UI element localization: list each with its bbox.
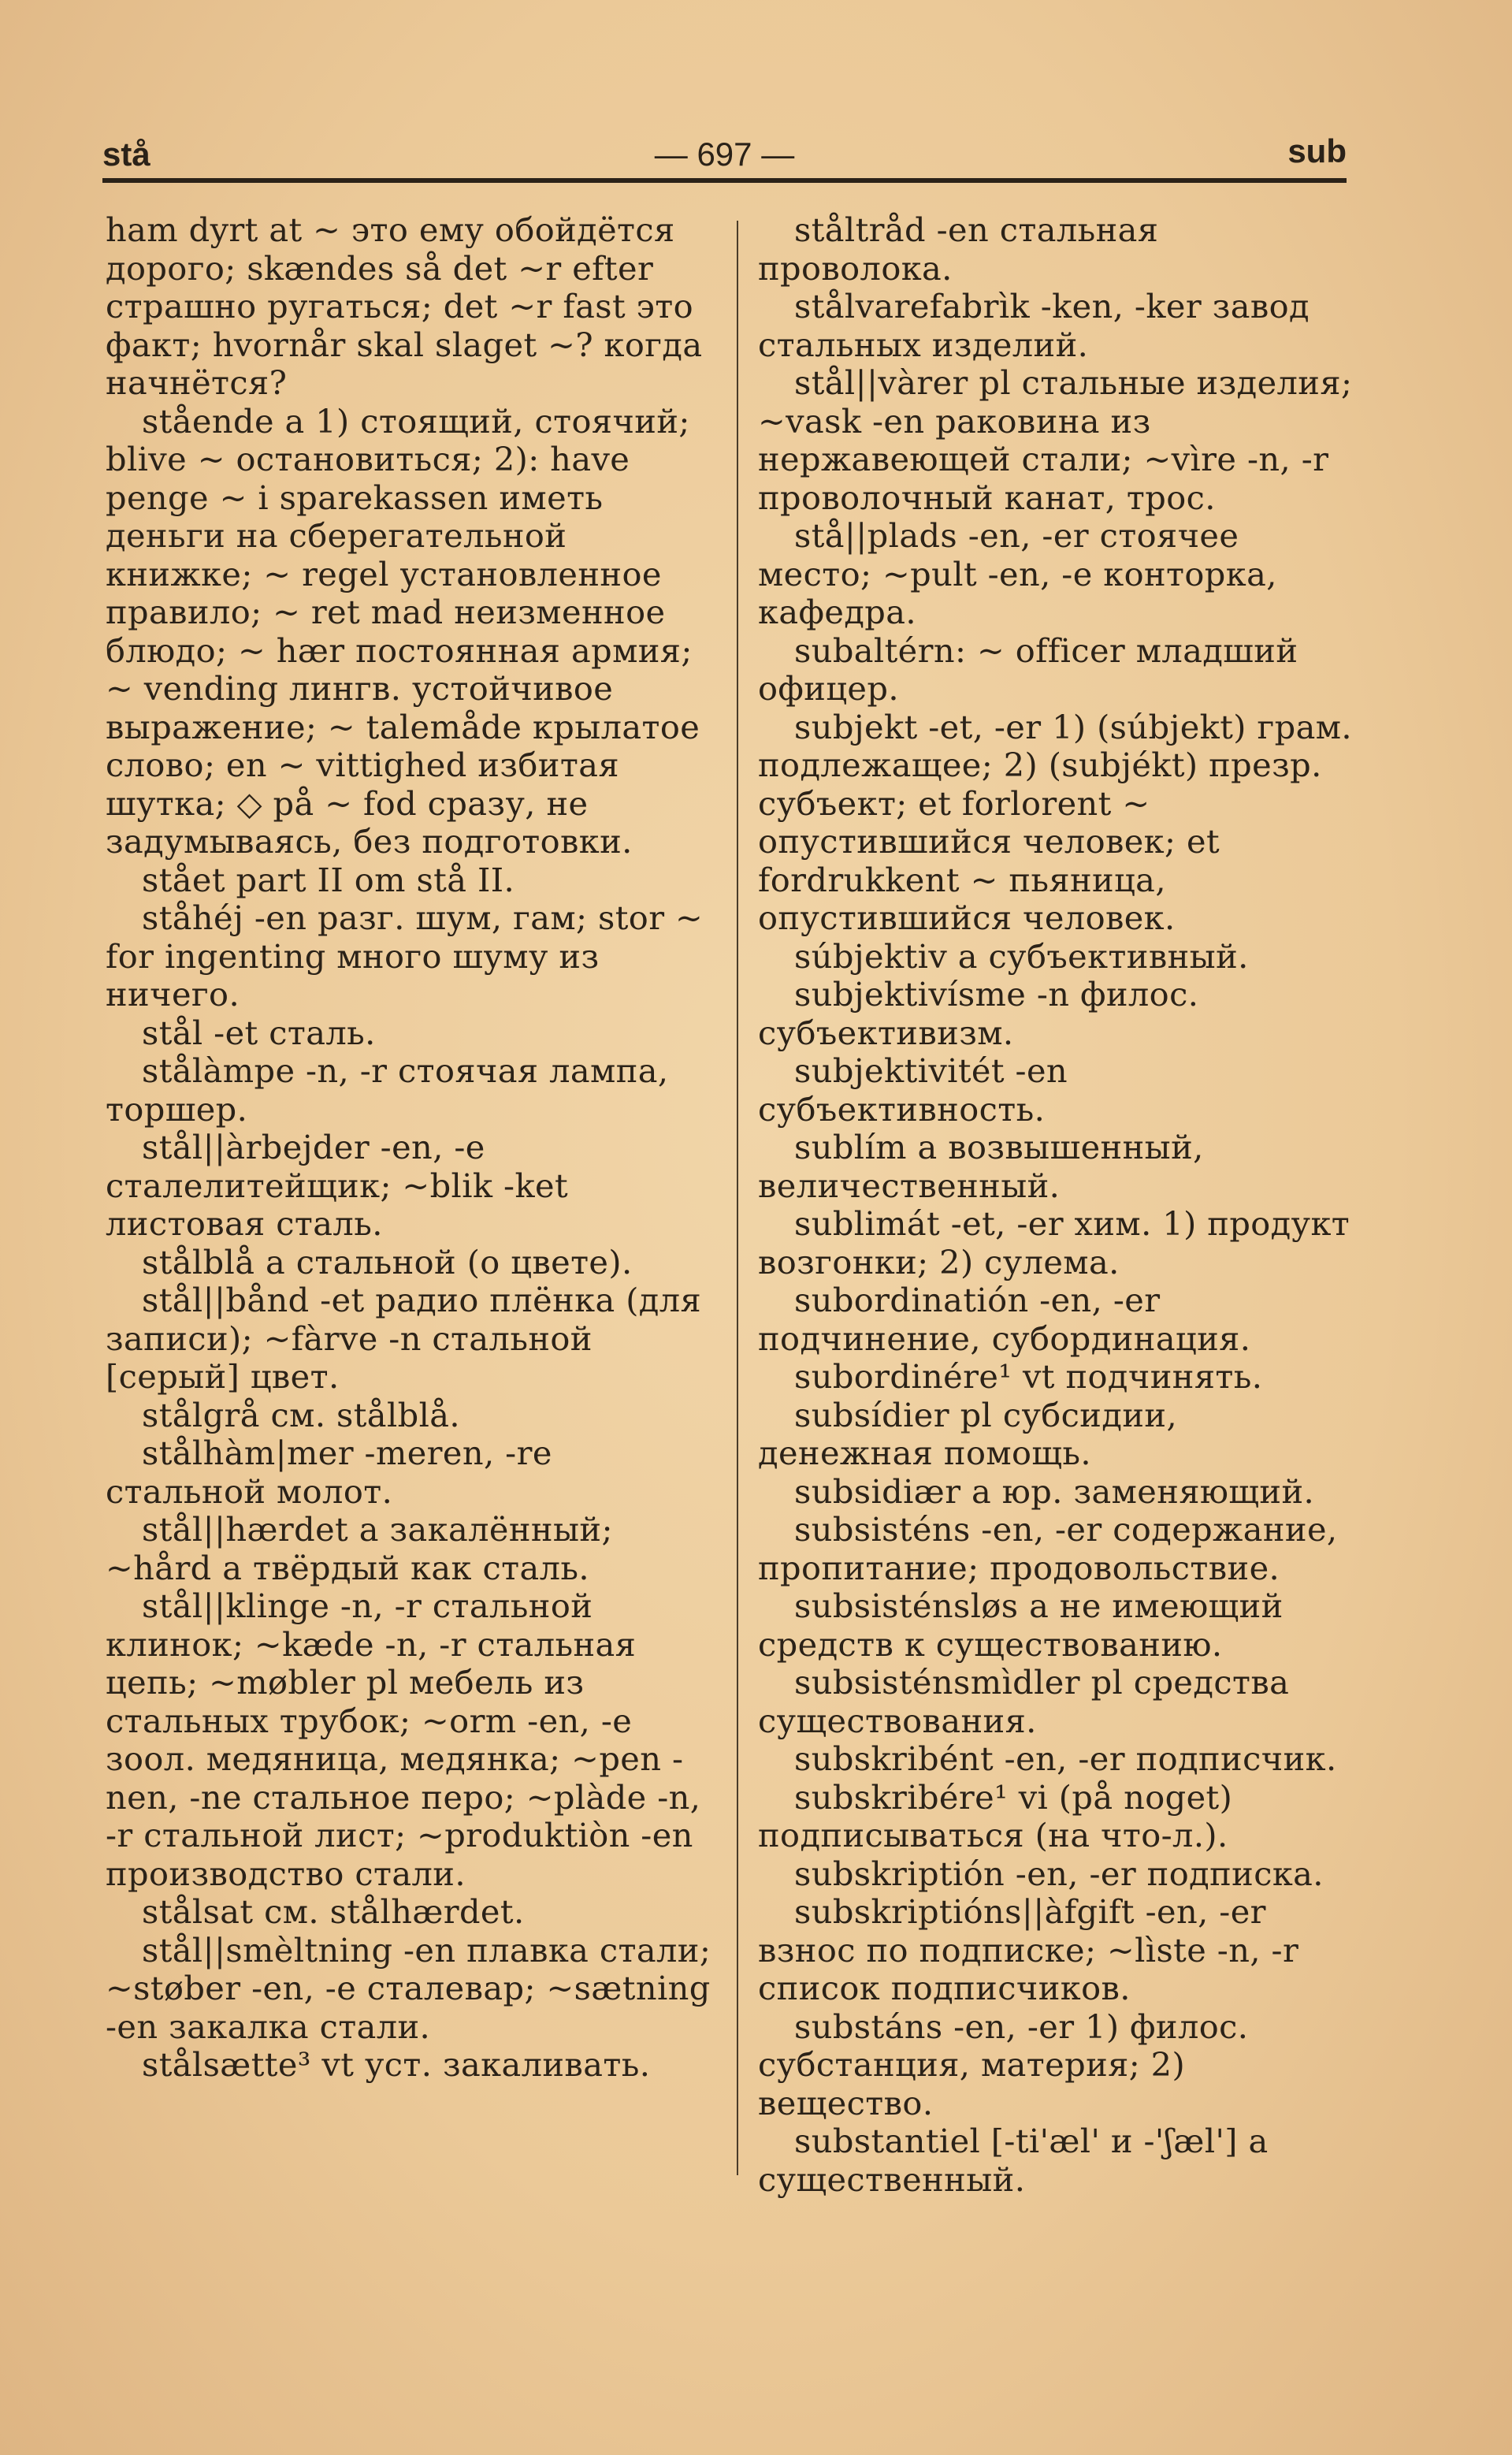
dictionary-entry: stål||vàrer pl стальные изделия; ~vask -en раковина из нержавеющей стали; ~vìre -n, -r проволочный канат, трос. xyxy=(758,363,1353,517)
dictionary-entry: subjektivísme -n филос. субъективизм. xyxy=(758,975,1199,1052)
dictionary-entry: substantiel [-ti'æl' и -'ʃæl'] a существенный. xyxy=(758,2122,1269,2199)
page-number: — 697 — xyxy=(654,136,795,173)
dictionary-entry: stål||smèltning -en плавка стали; ~støber -en, -e сталевар; ~sætning -en закалка стали. xyxy=(106,1930,711,2046)
dictionary-entry: subordinére¹ vt подчинять. xyxy=(794,1357,1263,1396)
dictionary-entry: subjektivitét -en субъективность. xyxy=(758,1051,1068,1129)
dictionary-entry: subskribént -en, -er подписчик. xyxy=(794,1739,1337,1778)
dictionary-entry: subaltérn: ~ officer младший офицер. xyxy=(758,630,1298,708)
dictionary-entry: stående a 1) стоящий, стоячий; blive ~ остановиться; 2): have penge ~ i sparekassen иметь деньги на сберегательной книжке; ~ regel установленное правило; ~ ret mad неизменное блюдо; ~ hær постоянная армия; ~ vending лингв. устойчивое выражение; ~ talemåde крылатое слово; en ~ vittighed избитая шутка; ◇ på ~ fod сразу, не задумываясь, без подготовки. xyxy=(106,401,700,861)
dictionary-entry: stålhàm|mer -meren, -re стальной молот. xyxy=(106,1434,552,1511)
header-guide-word-left: stå xyxy=(102,136,150,173)
dictionary-entry: ståhéj -en разг. шум, гам; stor ~ for ingenting много шуму из ничего. xyxy=(106,898,704,1014)
dictionary-entry: stå||plads -en, -er стоячее место; ~pult -en, -e конторка, кафедра. xyxy=(758,516,1277,631)
dictionary-entry: subsisténsløs a не имеющий средств к существованию. xyxy=(758,1586,1284,1664)
dictionary-entry: subsisténsmìdler pl средства существования. xyxy=(758,1663,1290,1740)
dictionary-entry: stålvarefabrìk -ken, -ker завод стальных изделий. xyxy=(758,287,1310,364)
header-guide-word-right: sub xyxy=(1287,132,1347,169)
dictionary-entry: subsidiær a юр. заменяющий. xyxy=(794,1471,1315,1511)
dictionary-entry: substáns -en, -er 1) филос. субстанция, материя; 2) вещество. xyxy=(758,2007,1249,2122)
dictionary-entry: sublimát -et, -er хим. 1) продукт возгонки; 2) сулема. xyxy=(758,1204,1350,1281)
dictionary-entry: subskribére¹ vi (på noget) подписываться (на что-л.). xyxy=(758,1777,1233,1854)
header-rule xyxy=(102,178,1347,183)
dictionary-entry: stål||bånd -et радио плёнка (для записи); ~fàrve -n стальной [серый] цвет. xyxy=(106,1281,702,1396)
dictionary-entry: stål||hærdet a закалённый; ~hård a твёрдый как сталь. xyxy=(106,1510,613,1587)
dictionary-entry: ståltråd -en стальная проволока. xyxy=(758,210,1159,288)
dictionary-entry: subskriptión -en, -er подписка. xyxy=(794,1854,1324,1893)
dictionary-entry: stål -et сталь. xyxy=(142,1013,376,1052)
dictionary-entry: subjekt -et, -er 1) (súbjekt) грам. подлежащее; 2) (subjékt) презр. субъект; et forlorent ~ опустившийся человек; et fordrukkent ~ пьяница, опустившийся человек. xyxy=(758,707,1353,937)
dictionary-entry: subskriptións||àfgift -en, -er взнос по подписке; ~lìste -n, -r список подписчиков. xyxy=(758,1892,1299,2007)
dictionary-entry: subsídier pl субсидии, денежная помощь. xyxy=(758,1395,1178,1472)
dictionary-entry: ham dyrt at ~ это ему обойдётся дорого; skændes så det ~r efter страшно ругаться; det ~r fast это факт; hvornår skal slaget ~? когда начнётся? xyxy=(106,210,703,402)
dictionary-entry: stål||àrbejder -en, -e сталелитейщик; ~blik -ket листовая сталь. xyxy=(106,1128,569,1243)
dictionary-entry: stålàmpe -n, -r стоячая лампа, торшер. xyxy=(106,1051,669,1129)
dictionary-entry: stålsætte³ vt уст. закаливать. xyxy=(142,2045,651,2084)
right-column xyxy=(758,211,1357,2199)
dictionary-entry: stål||klinge -n, -r стальной клинок; ~kæde -n, -r стальная цепь; ~møbler pl мебель из стальных трубок; ~orm -en, -e зоол. медяница, медянка; ~pen -nen, -ne стальное перо; ~plàde -n, -r стальной лист; ~produktiòn -en производство стали. xyxy=(106,1586,701,1893)
left-column xyxy=(106,211,712,2085)
dictionary-entry: subordinatión -en, -er подчинение, субординация. xyxy=(758,1281,1251,1358)
page-header xyxy=(102,126,1347,173)
column-divider xyxy=(737,221,738,2175)
dictionary-entry: stålgrå см. stålblå. xyxy=(142,1395,460,1434)
dictionary-entry: stålblå a стальной (о цвете). xyxy=(142,1242,633,1281)
dictionary-entry: súbjektiv a субъективный. xyxy=(794,936,1249,976)
dictionary-entry: sublím a возвышенный, величественный. xyxy=(758,1128,1204,1205)
dictionary-entry: stået part II om stå II. xyxy=(142,860,515,899)
dictionary-entry: subsisténs -en, -er содержание, пропитание; продовольствие. xyxy=(758,1510,1338,1587)
dictionary-entry: stålsat см. stålhærdet. xyxy=(142,1892,525,1931)
